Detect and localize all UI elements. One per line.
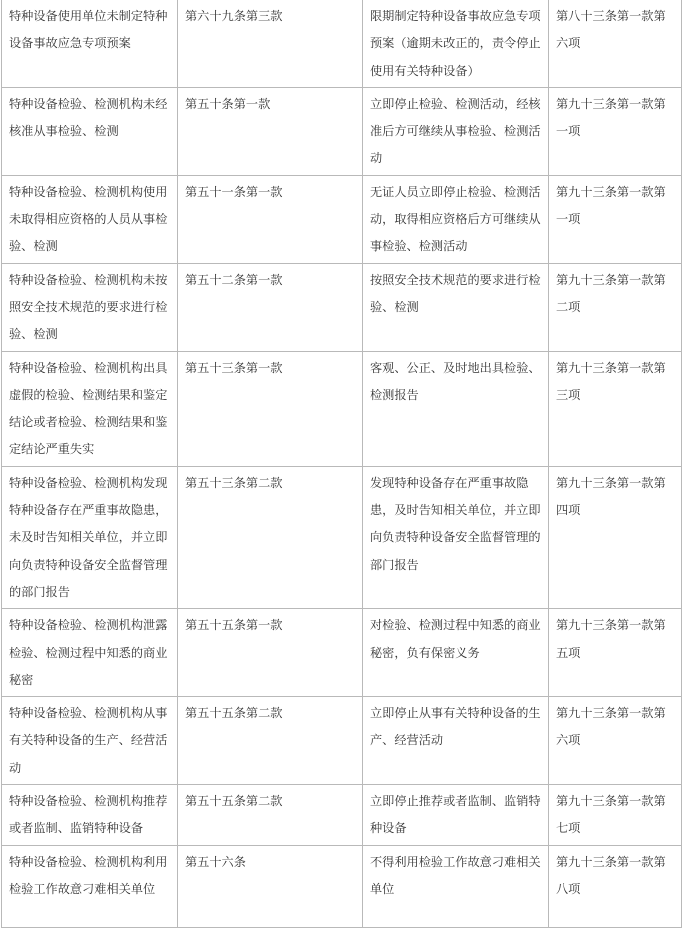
measure-cell: 立即停止推荐或者监制、监销特种设备 (363, 785, 549, 846)
penalty-basis-cell: 第九十三条第一款第八项 (549, 845, 682, 927)
violation-cell: 特种设备检验、检测机构利用检验工作故意刁难相关单位 (2, 845, 178, 927)
measure-cell: 立即停止从事有关特种设备的生产、经营活动 (363, 697, 549, 785)
violation-cell: 特种设备检验、检测机构泄露检验、检测过程中知悉的商业秘密 (2, 609, 178, 697)
penalty-basis-cell: 第九十三条第一款第二项 (549, 263, 682, 351)
article-cell: 第五十六条 (178, 845, 363, 927)
penalty-basis-cell: 第九十三条第一款第三项 (549, 351, 682, 466)
article-cell: 第六十九条第三款 (178, 0, 363, 87)
article-cell: 第五十二条第一款 (178, 263, 363, 351)
table-row (2, 609, 682, 697)
article-cell: 第五十五条第二款 (178, 697, 363, 785)
measure-cell: 发现特种设备存在严重事故隐患，及时告知相关单位，并立即向负责特种设备安全监督管理的部门报告 (363, 466, 549, 608)
penalty-basis-cell: 第八十三条第一款第六项 (549, 0, 682, 87)
article-cell: 第五十条第一款 (178, 87, 363, 175)
penalty-basis-cell: 第九十三条第一款第五项 (549, 609, 682, 697)
table-row (2, 87, 682, 175)
penalty-basis-cell: 第九十三条第一款第一项 (549, 175, 682, 263)
measure-cell: 立即停止检验、检测活动，经核准后方可继续从事检验、检测活动 (363, 87, 549, 175)
table-row (2, 785, 682, 846)
penalty-basis-cell: 第九十三条第一款第七项 (549, 785, 682, 846)
measure-cell: 无证人员立即停止检验、检测活动，取得相应资格后方可继续从事检验、检测活动 (363, 175, 549, 263)
violation-cell: 特种设备检验、检测机构使用未取得相应资格的人员从事检验、检测 (2, 175, 178, 263)
article-cell: 第五十五条第二款 (178, 785, 363, 846)
measure-cell: 不得利用检验工作故意刁难相关单位 (363, 845, 549, 927)
violation-cell: 特种设备检验、检测机构从事有关特种设备的生产、经营活动 (2, 697, 178, 785)
table-row (2, 351, 682, 466)
penalty-basis-cell: 第九十三条第一款第四项 (549, 466, 682, 608)
article-cell: 第五十三条第二款 (178, 466, 363, 608)
violation-cell: 特种设备检验、检测机构推荐或者监制、监销特种设备 (2, 785, 178, 846)
violation-cell: 特种设备检验、检测机构未按照安全技术规范的要求进行检验、检测 (2, 263, 178, 351)
table-row (2, 697, 682, 785)
table-row (2, 845, 682, 927)
article-cell: 第五十五条第一款 (178, 609, 363, 697)
measure-cell: 按照安全技术规范的要求进行检验、检测 (363, 263, 549, 351)
penalty-basis-cell: 第九十三条第一款第一项 (549, 87, 682, 175)
table-row (2, 466, 682, 608)
table-row (2, 175, 682, 263)
measure-cell: 客观、公正、及时地出具检验、检测报告 (363, 351, 549, 466)
penalty-basis-cell: 第九十三条第一款第六项 (549, 697, 682, 785)
violation-cell: 特种设备检验、检测机构未经核准从事检验、检测 (2, 87, 178, 175)
violation-cell: 特种设备使用单位未制定特种设备事故应急专项预案 (2, 0, 178, 87)
violation-cell: 特种设备检验、检测机构出具虚假的检验、检测结果和鉴定结论或者检验、检测结果和鉴定结论严重失实 (2, 351, 178, 466)
article-cell: 第五十三条第一款 (178, 351, 363, 466)
measure-cell: 限期制定特种设备事故应急专项预案（逾期未改正的，责令停止使用有关特种设备） (363, 0, 549, 87)
article-cell: 第五十一条第一款 (178, 175, 363, 263)
table-row (2, 0, 682, 87)
measure-cell: 对检验、检测过程中知悉的商业秘密，负有保密义务 (363, 609, 549, 697)
regulation-table (1, 0, 682, 928)
table-row (2, 263, 682, 351)
violation-cell: 特种设备检验、检测机构发现特种设备存在严重事故隐患，未及时告知相关单位，并立即向负责特种设备安全监督管理的部门报告 (2, 466, 178, 608)
